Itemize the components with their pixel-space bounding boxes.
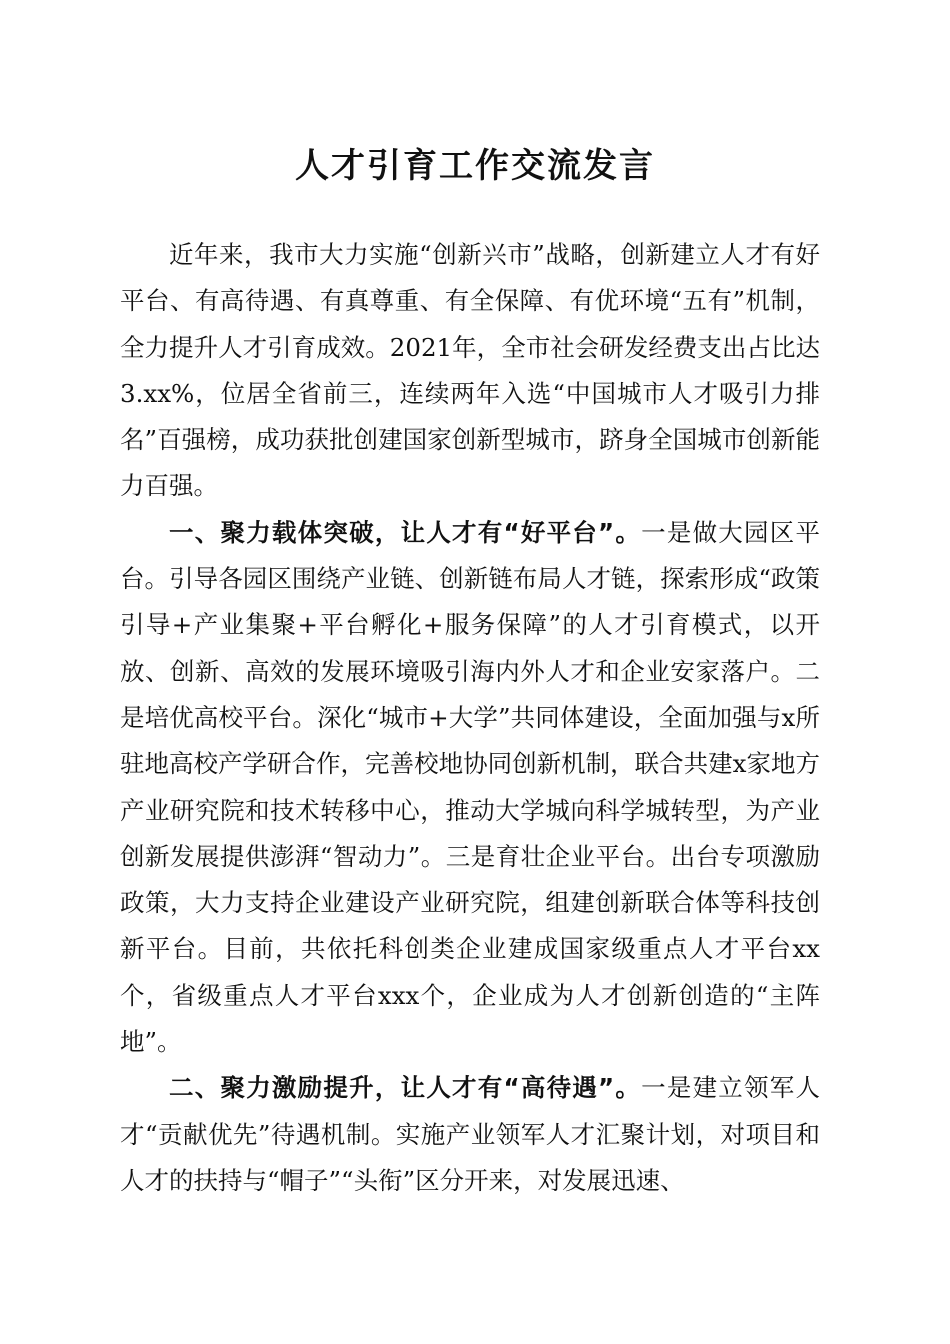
section-1-paragraph <box>120 510 820 1066</box>
section-2-paragraph <box>120 1065 820 1204</box>
intro-paragraph <box>120 232 820 510</box>
section-1-heading: 一、聚力载体突破，让人才有“好平台”。 <box>169 517 642 547</box>
section-2-heading: 二、聚力激励提升，让人才有“高待遇”。 <box>169 1073 642 1103</box>
section-2-text: 一是建立领军人才“贡献优先”待遇机制。实施产业领军人才汇聚计划，对项目和人才的扶持与“帽子”“头衔”区分开来，对发展迅速、 <box>120 1073 820 1195</box>
section-1-text: 一是做大园区平台。引导各园区围绕产业链、创新链布局人才链，探索形成“政策引导+产业集聚+平台孵化+服务保障”的人才引育模式，以开放、创新、高效的发展环境吸引海内外人才和企业安家落户。二是培优高校平台。深化“城市+大学”共同体建设，全面加强与x所驻地高校产学研合作，完善校地协同创新机制，联合共建x家地方产业研究院和技术转移中心，推动大学城向科学城转型，为产业创新发展提供澎湃“智动力”。三是育壮企业平台。出台专项激励政策，大力支持企业建设产业研究院，组建创新联合体等科技创新平台。目前，共依托科创类企业建成国家级重点人才平台xx个，省级重点人才平台xxx个，企业成为人才创新创造的“主阵地”。 <box>120 517 820 1057</box>
document-title: 人才引育工作交流发言 <box>295 146 655 186</box>
intro-text: 近年来，我市大力实施“创新兴市”战略，创新建立人才有好平台、有高待遇、有真尊重、有全保障、有优环境“五有”机制，全力提升人才引育成效。2021年，全市社会研发经费支出占比达3.xx%，位居全省前三，连续两年入选“中国城市人才吸引力排名”百强榜，成功获批创建国家创新型城市，跻身全国城市创新能力百强。 <box>120 240 820 501</box>
document-body <box>120 232 820 1204</box>
